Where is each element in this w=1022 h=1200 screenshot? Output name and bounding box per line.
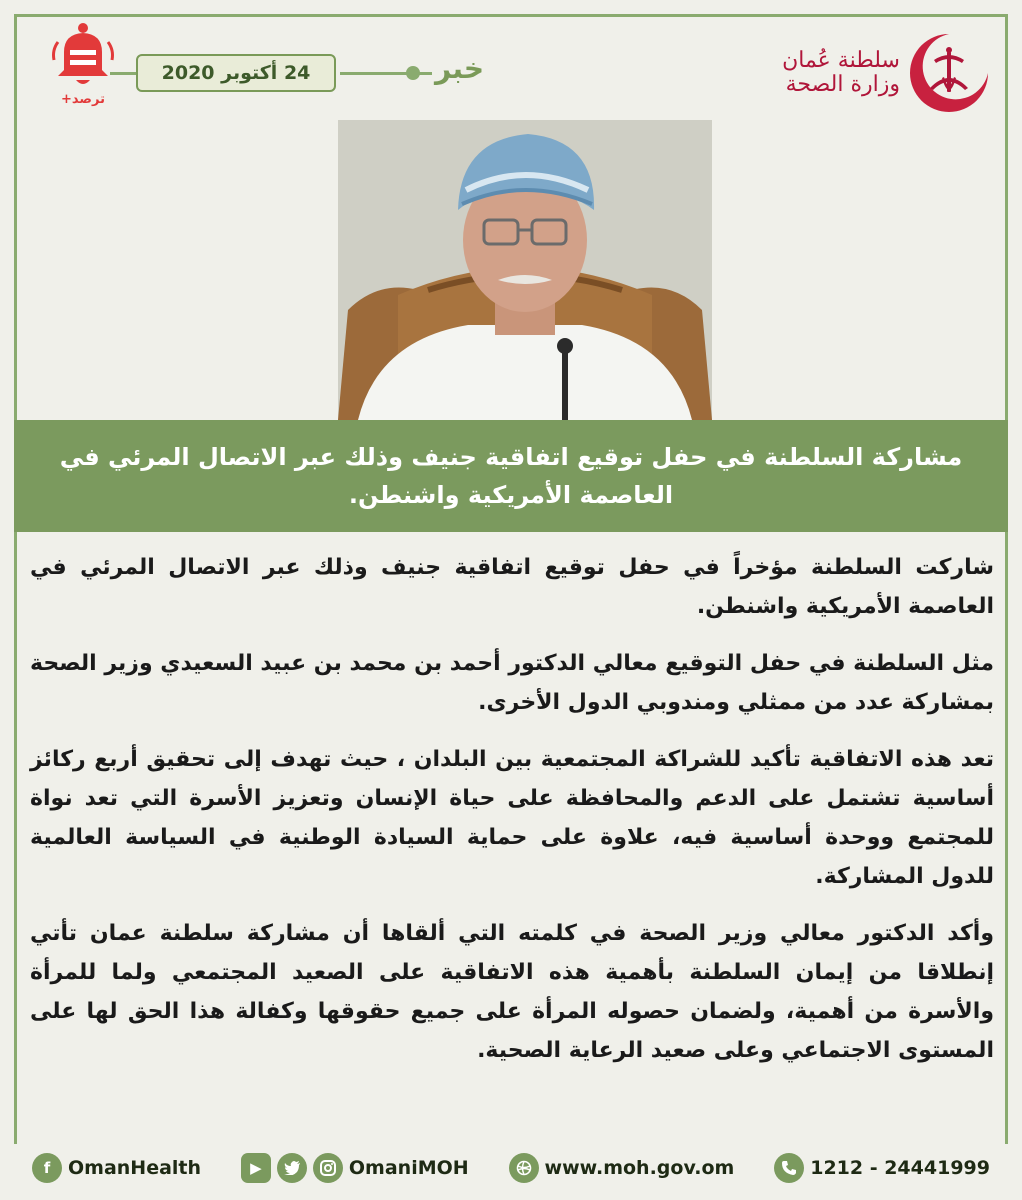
- youtube-icon[interactable]: ▶: [241, 1153, 271, 1183]
- phone-icon: [774, 1153, 804, 1183]
- alert-logo: [48, 20, 118, 115]
- minister-photo: [338, 120, 712, 420]
- ministry-logo: [772, 28, 992, 118]
- logo-line-2: وزارة الصحة: [785, 72, 900, 97]
- logo-line-1: سلطنة عُمان: [782, 47, 900, 73]
- footer: [14, 1142, 1008, 1194]
- phone-link[interactable]: [774, 1153, 990, 1183]
- twitter-icon[interactable]: [277, 1153, 307, 1183]
- headline-line-1: مشاركة السلطنة في حفل توقيع اتفاقية جنيف وذلك عبر الاتصال المرئي في: [59, 442, 963, 471]
- facebook-link[interactable]: [32, 1153, 201, 1183]
- facebook-icon: f: [32, 1153, 62, 1183]
- frame-right-border: [1005, 14, 1008, 1144]
- header-connector-dot: [406, 66, 420, 80]
- frame-top-border: [14, 14, 1008, 17]
- article-paragraph-2: مثل السلطنة في حفل التوقيع معالي الدكتور أحمد بن محمد بن عبيد السعيدي وزير الصحة بمشاركة عدد من ممثلي ومندوبي الدول الأخرى.: [30, 651, 994, 715]
- article-paragraph-4: وأكد الدكتور معالي وزير الصحة في كلمته التي ألقاها أن مشاركة سلطنة عمان تأتي إنطلاقا من إيمان السلطنة بأهمية هذه الاتفاقية على الصعيد المجتمعي ولما للمرأة والأسرة من أهمية، ولضمان حصوله المرأة على جميع حقوقها وكفالة هذا الحق لها على المستوى الاجتماعي وعلى صعيد الرعاية الصحية.: [30, 921, 994, 1063]
- article-body: [30, 548, 994, 1088]
- article-paragraph-3: تعد هذه الاتفاقية تأكيد للشراكة المجتمعية بين البلدان ، حيث تهدف إلى تحقيق أربع ركائز أساسية تشتمل على الدعم والمحافظة على حياة الإنسان وتعزيز الأسرة التي تعد نواة للمجتمع ووحدة أساسية فيه، علاوة على حماية السيادة الوطنية في السياسة العالمية للدول المشاركة.: [30, 747, 994, 889]
- headline-line-2: العاصمة الأمريكية واشنطن.: [348, 481, 674, 509]
- facebook-handle: OmanHealth: [68, 1157, 202, 1179]
- title-banner: [14, 420, 1008, 532]
- minister-photo-illustration: [338, 120, 712, 420]
- website-link[interactable]: [509, 1153, 735, 1183]
- instagram-icon[interactable]: [313, 1153, 343, 1183]
- social-links[interactable]: [241, 1153, 469, 1183]
- article-paragraph-1: شاركت السلطنة مؤخراً في حفل توقيع اتفاقية جنيف وذلك عبر الاتصال المرئي في العاصمة الأمريكية واشنطن.: [30, 555, 994, 619]
- globe-icon: [509, 1153, 539, 1183]
- alert-logo-label: ترصد+: [61, 92, 105, 107]
- bell-icon: [48, 20, 118, 92]
- ministry-logo-text: [782, 49, 900, 97]
- website-url: www.moh.gov.om: [544, 1157, 735, 1179]
- phone-number: 1212 - 24441999: [810, 1157, 990, 1179]
- news-label: خبر: [435, 52, 485, 85]
- crescent-emblem-icon: [906, 30, 992, 116]
- frame-left-border: [14, 14, 17, 1144]
- date-badge: 24 أكتوبر 2020: [136, 54, 336, 92]
- social-handle: OmaniMOH: [348, 1157, 469, 1179]
